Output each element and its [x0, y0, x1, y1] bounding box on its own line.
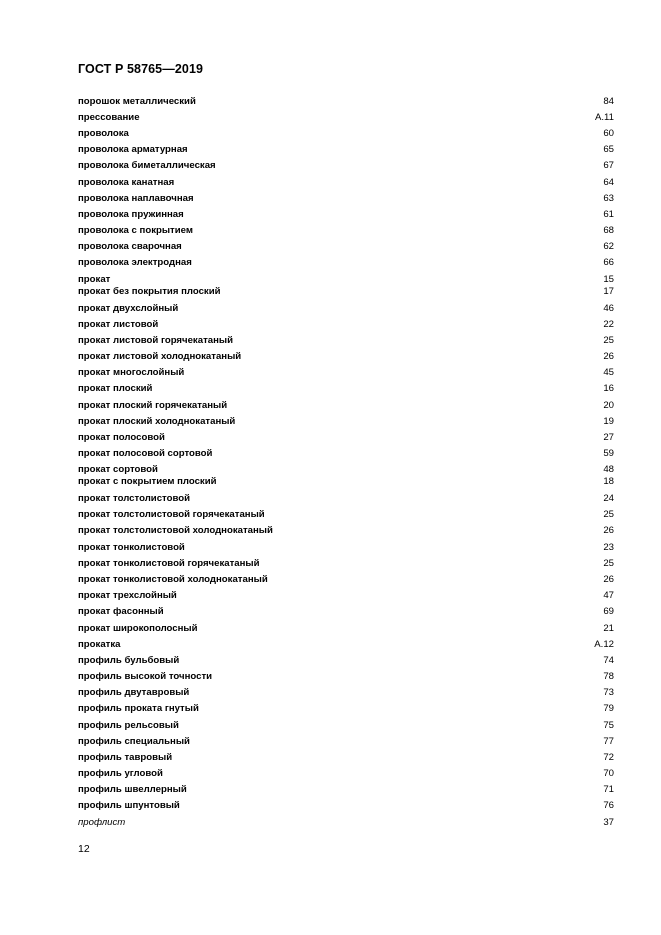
index-entry: [78, 96, 614, 108]
index-term: прокат трехслойный: [78, 590, 177, 601]
index-entry: [78, 687, 614, 699]
index-term: проволока наплавочная: [78, 193, 194, 204]
index-ref: 64: [603, 177, 614, 188]
index-entry: [78, 542, 614, 554]
index-ref: 47: [603, 590, 614, 601]
index-ref: 15: [603, 274, 614, 285]
index-ref: А.11: [594, 112, 614, 123]
index-term: прокат: [78, 274, 111, 285]
index-entry: [78, 193, 614, 205]
index-ref: 77: [603, 736, 614, 747]
index-ref: 69: [603, 606, 614, 617]
index-ref: 74: [603, 655, 614, 666]
index-entry: [78, 817, 614, 829]
index-term: прокат листовой горячекатаный: [78, 335, 233, 346]
index-entry: [78, 800, 614, 812]
index-entry: [78, 319, 614, 331]
index-ref: 24: [603, 493, 614, 504]
index-ref: 70: [603, 768, 614, 779]
index-ref: 78: [603, 671, 614, 682]
index-ref: 62: [603, 241, 614, 252]
index-entry: [78, 144, 614, 156]
index-term: профиль тавровый: [78, 752, 173, 763]
index-term: проволока электродная: [78, 257, 192, 268]
index-ref: 26: [603, 574, 614, 585]
index-term: профлист: [78, 817, 126, 828]
index-entry: [78, 225, 614, 237]
page-number: 12: [78, 843, 90, 855]
index-entry: [78, 257, 614, 269]
index-term: прокат полосовой: [78, 432, 165, 443]
index-entry: [78, 606, 614, 618]
index-ref: 23: [603, 542, 614, 553]
index-term: проволока с покрытием: [78, 225, 193, 236]
index-entry: [78, 752, 614, 764]
index-entry: [78, 639, 614, 651]
index-term: проволока биметаллическая: [78, 160, 216, 171]
index-entry: [78, 383, 614, 395]
index-ref: 25: [603, 509, 614, 520]
index-term: профиль угловой: [78, 768, 163, 779]
index-term: прокат тонколистовой: [78, 542, 185, 553]
index-term: прокат толстолистовой: [78, 493, 190, 504]
index-entry: [78, 476, 614, 488]
index-entry: [78, 623, 614, 635]
index-ref: 75: [603, 720, 614, 731]
index-term: прокат широкополосный: [78, 623, 198, 634]
index-term: прокат листовой холоднокатаный: [78, 351, 242, 362]
index-ref: 21: [603, 623, 614, 634]
index-entry: [78, 367, 614, 379]
index-term: профиль специальный: [78, 736, 190, 747]
index-ref: 71: [603, 784, 614, 795]
index-entry: [78, 241, 614, 253]
index-ref: 84: [603, 96, 614, 107]
index-term: прокат толстолистовой горячекатаный: [78, 509, 265, 520]
index-term: прокат толстолистовой холоднокатаный: [78, 525, 273, 536]
index-entry: [78, 590, 614, 602]
index-term: прокат листовой: [78, 319, 159, 330]
index-ref: 72: [603, 752, 614, 763]
index-ref: 22: [603, 319, 614, 330]
index-term: прокат сортовой: [78, 464, 158, 475]
index-ref: 48: [603, 464, 614, 475]
index-entry: [78, 655, 614, 667]
index-ref: 79: [603, 703, 614, 714]
index-entry: [78, 448, 614, 460]
index-ref: 76: [603, 800, 614, 811]
index-term: проволока сварочная: [78, 241, 182, 252]
index-term: прессование: [78, 112, 140, 123]
index-term: профиль рельсовый: [78, 720, 179, 731]
index-ref: 63: [603, 193, 614, 204]
index-ref: 26: [603, 351, 614, 362]
index-term: прокат фасонный: [78, 606, 164, 617]
index-entry: [78, 558, 614, 570]
index-entry: [78, 274, 614, 286]
index-entry: [78, 671, 614, 683]
index-entry: [78, 351, 614, 363]
index-term: прокат плоский горячекатаный: [78, 400, 228, 411]
index-term: проволока пружинная: [78, 209, 184, 220]
index-ref: 61: [603, 209, 614, 220]
index-term: прокат без покрытия плоский: [78, 286, 221, 297]
index-entry: [78, 784, 614, 796]
index-entry: [78, 335, 614, 347]
index-ref: 19: [603, 416, 614, 427]
index-term: проволока: [78, 128, 129, 139]
index-term: прокатка: [78, 639, 121, 650]
index-ref: 17: [603, 286, 614, 297]
document-header: ГОСТ Р 58765—2019: [78, 62, 204, 76]
index-ref: 18: [603, 476, 614, 487]
index-ref: 60: [603, 128, 614, 139]
index-term: профиль бульбовый: [78, 655, 180, 666]
index-entry: [78, 703, 614, 715]
index-ref: 66: [603, 257, 614, 268]
index-entry: [78, 525, 614, 537]
index-ref: 59: [603, 448, 614, 459]
index-term: прокат тонколистовой холоднокатаный: [78, 574, 268, 585]
index-term: проволока арматурная: [78, 144, 188, 155]
index-term: порошок металлический: [78, 96, 196, 107]
index-term: профиль швеллерный: [78, 784, 187, 795]
index-entry: [78, 112, 614, 124]
index-term: прокат с покрытием плоский: [78, 476, 217, 487]
index-entry: [78, 574, 614, 586]
index-entry: [78, 128, 614, 140]
index-ref: 20: [603, 400, 614, 411]
index-entry: [78, 209, 614, 221]
index-ref: 16: [603, 383, 614, 394]
index-entry: [78, 400, 614, 412]
index-entry: [78, 768, 614, 780]
index-entry: [78, 720, 614, 732]
index-ref: 46: [603, 303, 614, 314]
index-ref: 26: [603, 525, 614, 536]
index-entry: [78, 177, 614, 189]
index-ref: 73: [603, 687, 614, 698]
index-term: прокат тонколистовой горячекатаный: [78, 558, 260, 569]
index-term: профиль двутавровый: [78, 687, 190, 698]
index-term: прокат полосовой сортовой: [78, 448, 213, 459]
index-term: профиль шпунтовый: [78, 800, 180, 811]
index-ref: 68: [603, 225, 614, 236]
index-entry: [78, 303, 614, 315]
index-ref: 67: [603, 160, 614, 171]
index-term: профиль проката гнутый: [78, 703, 199, 714]
index-ref: 65: [603, 144, 614, 155]
index-term: прокат плоский холоднокатаный: [78, 416, 236, 427]
index-ref: 25: [603, 558, 614, 569]
index-term: проволока канатная: [78, 177, 175, 188]
index-entry: [78, 432, 614, 444]
index-ref: 27: [603, 432, 614, 443]
index-entry: [78, 416, 614, 428]
index-entry: [78, 464, 614, 476]
index-term: прокат многослойный: [78, 367, 185, 378]
index-ref: 37: [603, 817, 614, 828]
index-ref: 25: [603, 335, 614, 346]
index-term: прокат плоский: [78, 383, 153, 394]
index-term: профиль высокой точности: [78, 671, 213, 682]
index-entry: [78, 509, 614, 521]
index-term: прокат двухслойный: [78, 303, 179, 314]
index-entry: [78, 493, 614, 505]
index-ref: 45: [603, 367, 614, 378]
index-entry: [78, 736, 614, 748]
index-ref: А.12: [594, 639, 614, 650]
index-entry: [78, 286, 614, 298]
index-entry: [78, 160, 614, 172]
alphabetical-index: [78, 0, 614, 935]
